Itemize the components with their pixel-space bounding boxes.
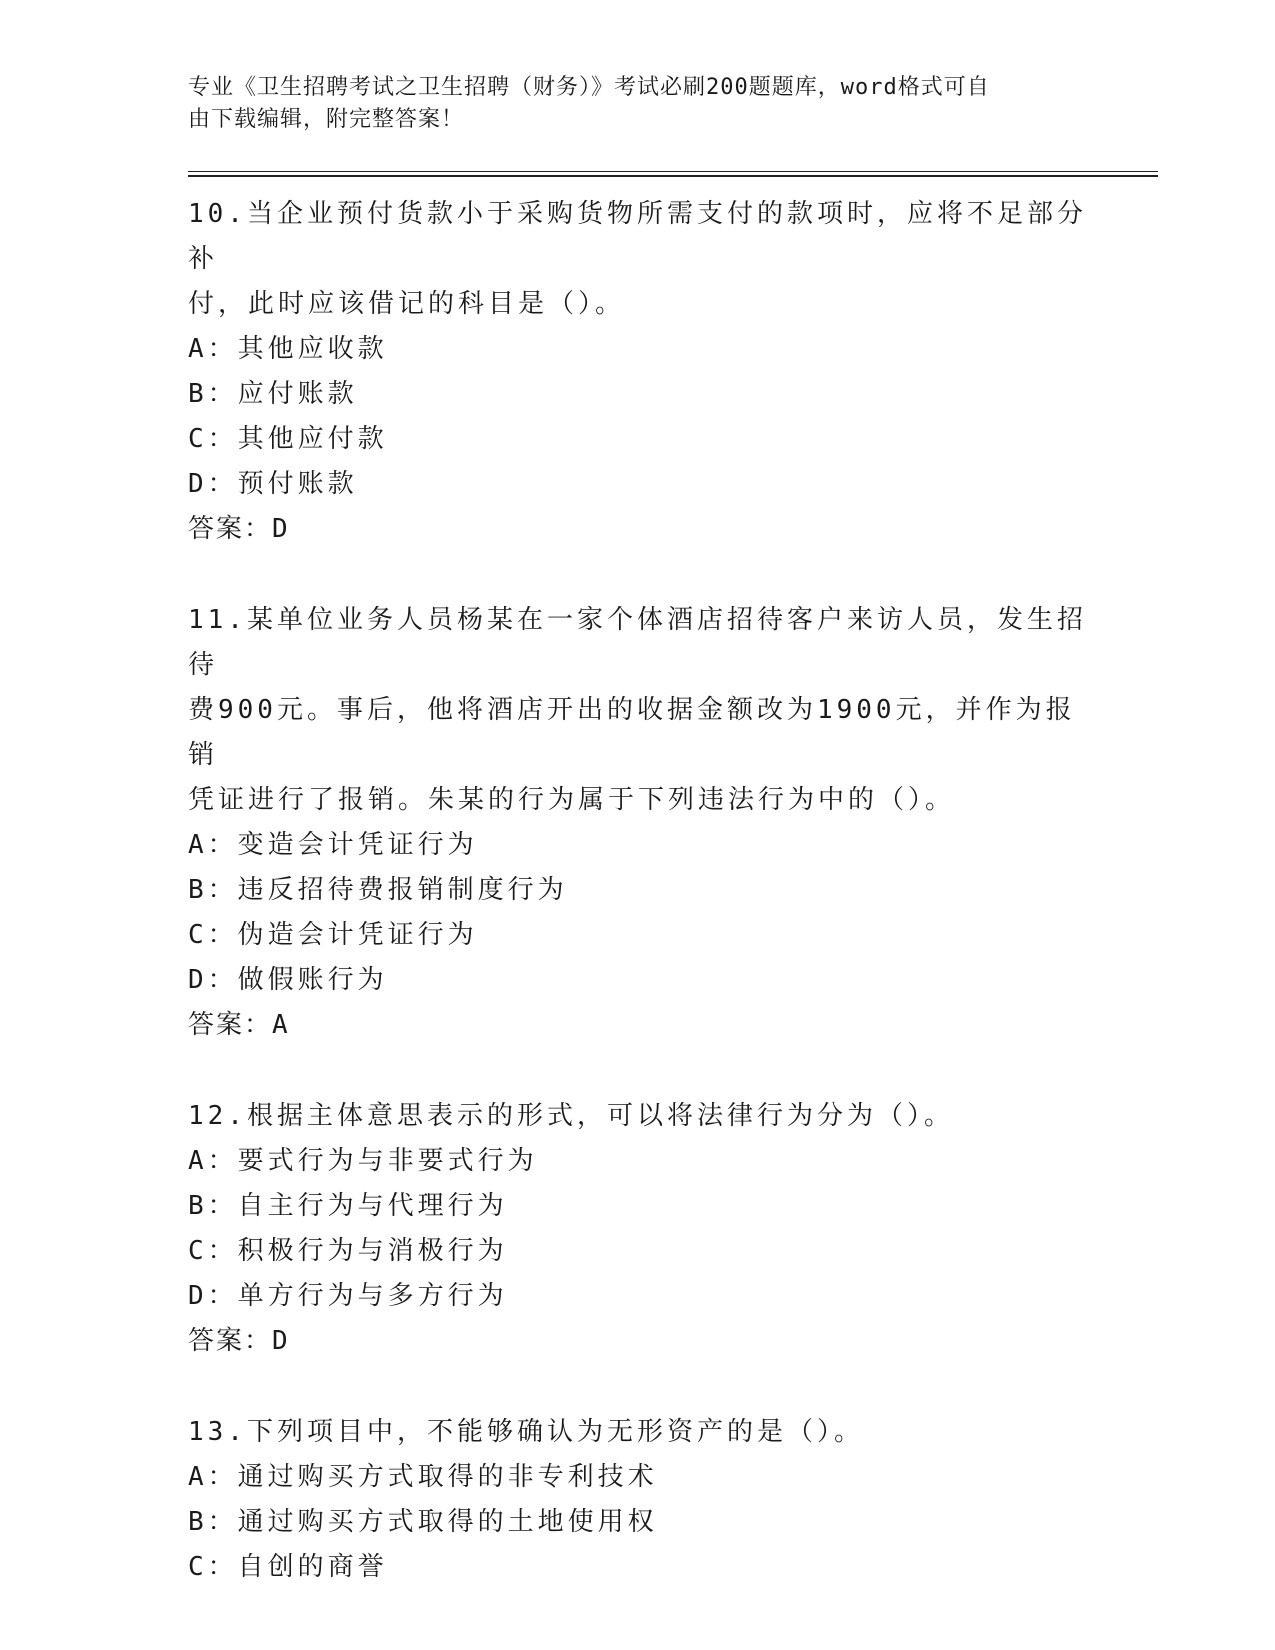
option-a: A：要式行为与非要式行为 <box>188 1146 538 1176</box>
option-b: B：应付账款 <box>188 379 358 409</box>
option-c: C：其他应付款 <box>188 424 388 454</box>
question-stem-line: 凭证进行了报销。朱某的行为属于下列违法行为中的（）。 <box>188 785 956 815</box>
answer: 答案：D <box>188 1326 290 1356</box>
option-c: C：自创的商誉 <box>188 1552 388 1582</box>
question-stem-line: 11.某单位业务人员杨某在一家个体酒店招待客户来访人员，发生招待 <box>188 605 1087 680</box>
question-stem-line: 12.根据主体意思表示的形式，可以将法律行为分为（）。 <box>188 1101 954 1131</box>
answer: 答案：D <box>188 514 290 544</box>
header-line-2: 由下载编辑，附完整答案！ <box>188 107 465 132</box>
header-line-1: 专业《卫生招聘考试之卫生招聘（财务）》考试必刷200题题库，word格式可自 <box>188 75 990 100</box>
question-12 <box>188 1094 1088 1364</box>
option-a: A：其他应收款 <box>188 334 388 364</box>
header-divider-thin <box>188 171 1158 172</box>
question-stem-line: 付，此时应该借记的科目是（）。 <box>188 289 626 319</box>
option-c: C：积极行为与消极行为 <box>188 1236 508 1266</box>
option-b: B：通过购买方式取得的土地使用权 <box>188 1507 658 1537</box>
header-divider-thick <box>188 175 1158 177</box>
question-13 <box>188 1410 1088 1590</box>
question-11 <box>188 598 1088 1048</box>
answer: 答案：A <box>188 1010 290 1040</box>
option-a: A：变造会计凭证行为 <box>188 830 478 860</box>
question-stem-line: 费900元。事后，他将酒店开出的收据金额改为1900元，并作为报销 <box>188 695 1076 770</box>
question-stem-line: 13.下列项目中，不能够确认为无形资产的是（）。 <box>188 1417 864 1447</box>
option-c: C：伪造会计凭证行为 <box>188 920 478 950</box>
option-d: D：单方行为与多方行为 <box>188 1281 508 1311</box>
option-d: D：预付账款 <box>188 469 358 499</box>
option-d: D：做假账行为 <box>188 965 388 995</box>
option-b: B：自主行为与代理行为 <box>188 1191 508 1221</box>
question-10 <box>188 192 1088 552</box>
question-list <box>188 192 1088 1590</box>
option-b: B：违反招待费报销制度行为 <box>188 875 568 905</box>
document-header <box>188 72 1088 136</box>
option-a: A：通过购买方式取得的非专利技术 <box>188 1462 658 1492</box>
question-stem-line: 10.当企业预付货款小于采购货物所需支付的款项时，应将不足部分补 <box>188 199 1087 274</box>
